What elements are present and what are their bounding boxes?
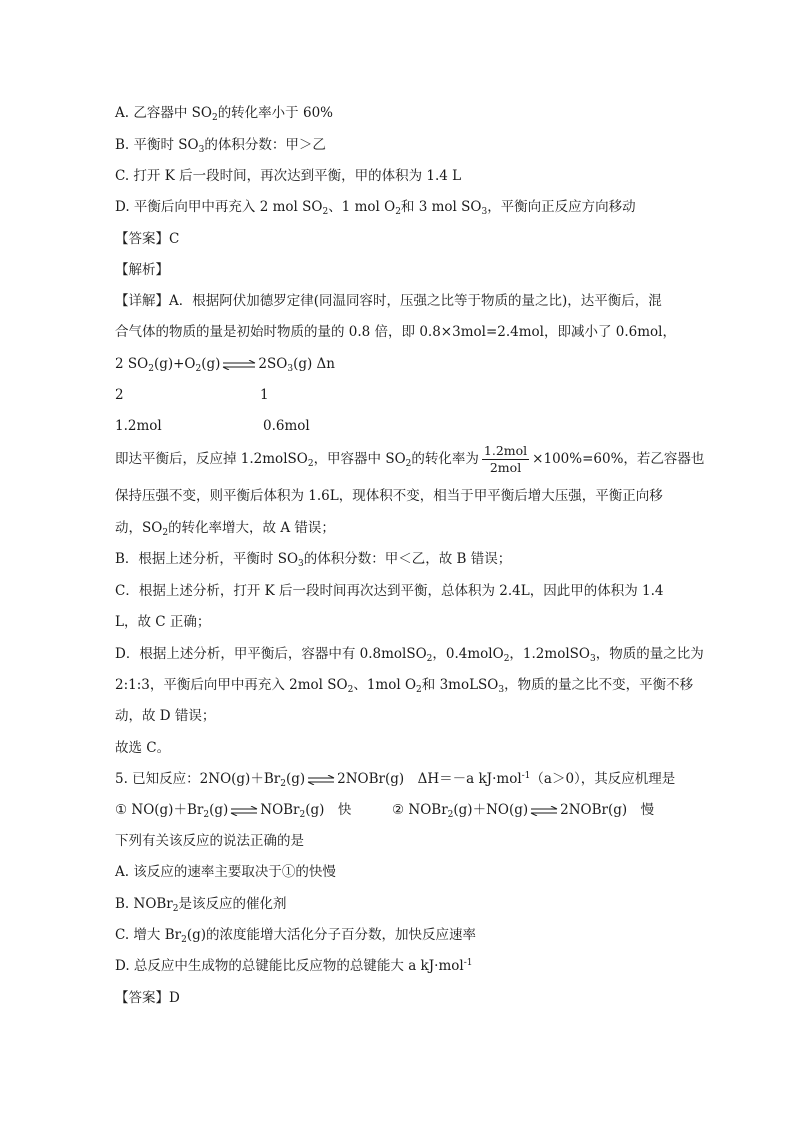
option-b: B. 平衡时 $SO_3$的体积分数：甲＞乙 [115, 137, 326, 155]
q5-mechanism-2: ② NOBr$_2$(g)＋NO(g) 2NOBr(g) 慢 [392, 802, 655, 820]
detail-line-10: C．根据上述分析，打开 K 后一段时间再次达到平衡，总体积为 2.4L，因此甲的体积为 1.4 [115, 583, 664, 599]
option-c: C. 打开 K 后一段时间，再次达到平衡，甲的体积为 1.4 L [115, 168, 462, 184]
detail-line-2: 合气体的物质的量是初始时物质的量的 0.8 倍，即 0.8×3mol=2.4mol，即减小了 0.6mol， [115, 324, 676, 340]
detail-line-9: B．根据上述分析，平衡时 $SO_3$的体积分数：甲＜乙，故 B 错误； [115, 551, 512, 569]
detail-line-14: 动，故 D 错误； [115, 708, 216, 724]
detail-line-6: 即达平衡后，反应掉 1.2molSO$_2$，甲容器中 $SO_2$的转化率为 $\frac{\text{1.2mol}}{\text{2mol}}$ ×100%=60%，若乙容器也 [115, 443, 705, 475]
q5-option-c: C. 增大 $Br_2(g)$的浓度能增大活化分子百分数，加快反应速率 [115, 927, 477, 945]
q5-mechanism-1: ① $NO(g)+Br_2(g)$ NOBr$_2$(g) 快 [115, 802, 352, 820]
q5-stem: 5. 已知反应：$2NO(g)+Br_2(g)$ 2NOBr(g) ΔH＝－a kJ·mol$^{-1}$（a＞0），其反应机理是 [115, 771, 676, 789]
option-a: A. 乙容器中 $SO_2$的转化率小于 60% [115, 105, 333, 123]
answer-label: 【答案】C [115, 231, 180, 247]
equilibrium-arrow-icon [222, 360, 256, 370]
detail-line-1: 【详解】A．根据阿伏加德罗定律(同温同容时，压强之比等于物质的量之比)，达平衡后，混 [115, 293, 662, 309]
conversion-fraction [482, 443, 529, 476]
amount-right: 0.6mol [263, 418, 310, 434]
analysis-label: 【解析】 [115, 262, 169, 278]
detail-line-13: 2:1:3，平衡后向甲中再充入 2mol $SO_2$、1mol $O_2$和 3moLSO$_3$，物质的量之比不变，平衡不移 [115, 677, 694, 695]
q5-option-b: B. NOBr$_2$是该反应的催化剂 [115, 896, 287, 914]
fraction-denominator: 2mol [489, 460, 522, 475]
coefficient-right: 1 [260, 387, 269, 403]
q5-answer: 【答案】D [115, 990, 180, 1006]
detail-line-11: L，故 C 正确； [115, 614, 211, 630]
equation-line: 2 $SO_2(g)+O_2(g)$ $2SO_3(g)$ Δn [115, 356, 335, 374]
q5-option-d: D. 总反应中生成物的总键能比反应物的总键能大 a kJ·mol$^{-1}$ [115, 958, 473, 974]
q5-option-a: A. 该反应的速率主要取决于①的快慢 [115, 864, 336, 880]
detail-line-15: 故选 C。 [115, 740, 171, 756]
detail-line-12: D．根据上述分析，甲平衡后，容器中有 0.8molSO$_2$，0.4molO$_2$，1.2molSO$_3$，物质的量之比为 [115, 646, 704, 664]
detail-line-7: 保持压强不变，则平衡后体积为 1.6L，现体积不变，相当于甲平衡后增大压强，平衡正向移 [115, 488, 663, 504]
amount-left: 1.2mol [115, 418, 162, 434]
option-d: D. 平衡后向甲中再充入 2 mol $SO_2$、1 mol $O_2$和 3 mol $SO_3$，平衡向正反应方向移动 [115, 199, 636, 217]
coefficient-left: 2 [115, 387, 124, 403]
detail-line-8: 动，$SO_2$的转化率增大，故 A 错误； [115, 520, 335, 538]
q5-question: 下列有关该反应的说法正确的是 [115, 833, 304, 849]
fraction-numerator: 1.2mol [483, 443, 528, 458]
equilibrium-arrow-icon [230, 806, 258, 816]
equilibrium-arrow-icon [307, 775, 335, 785]
equilibrium-arrow-icon [530, 806, 558, 816]
